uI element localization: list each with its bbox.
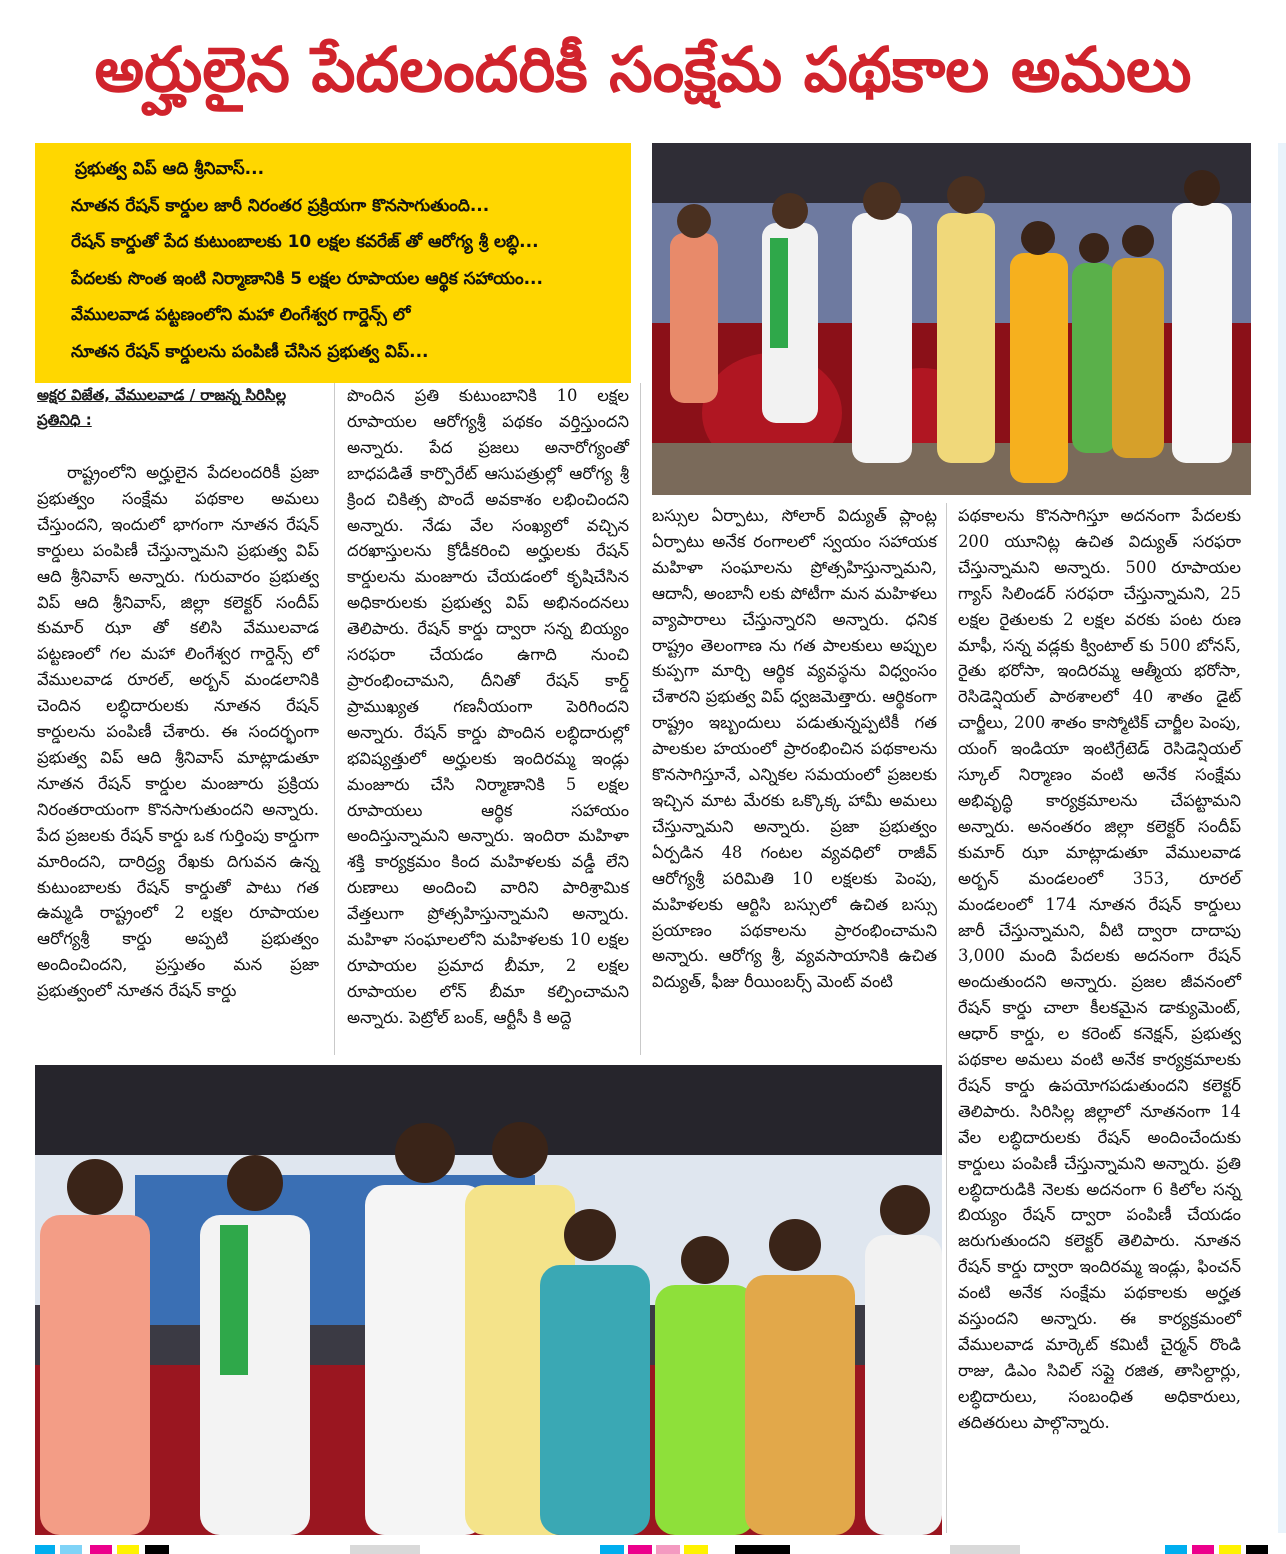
highlight-line: ప్రభుత్వ విప్ ఆది శ్రీనివాస్... <box>75 159 265 179</box>
registration-mark <box>1192 1545 1214 1554</box>
event-photo-bottom <box>35 1065 942 1535</box>
article-column-4: పథకాలను కొనసాగిస్తూ అదనంగా పేదలకు 200 యూనిట్ల ఉచిత విద్యుత్ సరఫరా చేస్తున్నామని అన్నారు. 500 రూపాయల గ్యాస్ సిలిండర్ సరఫరా చేస్తున్నామని, 25 లక్షల రైతులకు 2 లక్షల వరకు పంట రుణ మాఫీ, సన్న వడ్లకు క్వింటాల్ కు 500 బోనస్, రైతు భరోసా, ఇందిరమ్మ ఆత్మీయ భరోసా, రెసిడెన్షియల్ పాఠశాలలో 40 శాతం డైట్ చార్జీలు, 200 శాతం కాస్మోటిక్ చార్జీల పెంపు, యంగ్ ఇండియా ఇంటిగ్రేటెడ్ రెసిడెన్షియల్ స్కూల్ నిర్మాణం వంటి అనేక సంక్షేమ అభివృద్ధి కార్యక్రమాలను చేపట్టామని అన్నారు. అనంతరం జిల్లా కలెక్టర్ సందీప్ కుమార్ ఝా మాట్లాడుతూ వేములవాడ అర్బన్ మండలంలో 353, రూరల్ మండలంలో 174 నూతన రేషన్ కార్డులు జారీ చేస్తున్నామని, వీటి ద్వారా దాదాపు 3,000 మంది పేదలకు అదనంగా రేషన్ అందుతుందని అన్నారు. ప్రజల జీవనంలో రేషన్ కార్డు చాలా కీలకమైన డాక్యుమెంట్, ఆధార్ కార్డు, ల కరెంట్ కనెక్షన్, ప్రభుత్వ పథకాల అమలు వంటి అనేక కార్యక్రమాలకు రేషన్ కార్డు ఉపయోగపడుతుందని కలెక్టర్ తెలిపారు. సిరిసిల్ల జిల్లాలో నూతనంగా 14 వేల లబ్ధిదారులకు రేషన్ అందించేందుకు కార్డులు పంపిణీ చేస్తున్నామని అన్నారు. ప్రతి లబ్ధిదారుడికి నెలకు అదనంగా 6 కిలోల సన్న బియ్యం రేషన్ ద్వారా పంపిణీ చేయడం జరుగుతుందని కలెక్టర్ తెలిపారు. నూతన రేషన్ కార్డు ద్వారా ఇందిరమ్మ ఇండ్లు, ఫించన్ వంటి అనేక సంక్షేమ పథకాలకు అర్హత వస్తుందని అన్నారు. ఈ కార్యక్రమంలో వేములవాడ మార్కెట్ కమిటీ చైర్మన్ రొండి రాజు, డిఎం సివిల్ సప్లై రజిత, తాసిల్దార్లు, లబ్ధిదారులు, సంబంధిత అధికారులు, తదితరులు పాల్గొన్నారు. <box>958 506 1241 1432</box>
byline-text: అక్షర విజేత, వేములవాడ / రాజన్న సిరిసిల్ల ప్రతినిధి : <box>37 386 287 429</box>
byline <box>37 383 327 433</box>
registration-marks <box>35 1545 1286 1554</box>
highlight-line: నూతన రేషన్ కార్డులను పంపిణీ చేసిన ప్రభుత్వ విప్... <box>71 341 429 362</box>
article-column-1: రాష్ట్రంలోని అర్హులైన పేదలందరికీ ప్రజా ప్రభుత్వం సంక్షేమ పథకాల అమలు చేస్తుందని, ఇందులో భాగంగా నూతన రేషన్ కార్డులు పంపిణీ చేస్తున్నామని ప్రభుత్వ విప్ ఆది శ్రీనివాస్ అన్నారు. గురువారం ప్రభుత్వ విప్ ఆది శ్రీనివాస్, జిల్లా కలెక్టర్ సందీప్ కుమార్ ఝా తో కలిసి వేములవాడ పట్టణంలో గల మహా లింగేశ్వర గార్డెన్స్ లో వేములవాడ రూరల్, అర్బన్ మండలానికి చెందిన లబ్ధిదారులకు నూతన రేషన్ కార్డులను పంపిణీ చేశారు. ఈ సందర్భంగా ప్రభుత్వ విప్ ఆది శ్రీనివాస్ మాట్లాడుతూ నూతన రేషన్ కార్డుల మంజూరు ప్రక్రియ నిరంతరాయంగా కొనసాగుతుందని అన్నారు. పేద ప్రజలకు రేషన్ కార్డు ఒక గుర్తింపు కార్డుగా మారిందని, దారిద్ర్య రేఖకు దిగువన ఉన్న కుటుంబాలకు రేషన్ కార్డుతో పాటు గత ఉమ్మడి రాష్ట్రంలో 2 లక్షల రూపాయల ఆరోగ్యశ్రీ కార్డు అప్పటి ప్రభుత్వం అందించిందని, ప్రస్తుతం మన ప్రజా ప్రభుత్వంలో నూతన రేషన్ కార్డు <box>37 463 319 1001</box>
registration-mark <box>60 1545 82 1554</box>
column-divider <box>334 383 335 1055</box>
adjacent-page-edge <box>1278 143 1286 1533</box>
registration-mark <box>735 1545 790 1554</box>
highlight-line: రేషన్ కార్డుతో పేద కుటుంబాలకు 10 లక్షల కవరేజ్ తో ఆరోగ్య శ్రీ లబ్ధి... <box>71 232 539 252</box>
highlight-line: పేదలకు సొంత ఇంటి నిర్మాణానికి 5 లక్షల రూపాయల ఆర్థిక సహాయం... <box>71 268 543 289</box>
registration-mark <box>350 1545 420 1554</box>
highlight-line: నూతన రేషన్ కార్డుల జారీ నిరంతర ప్రక్రియగా కొనసాగుతుంది... <box>71 195 490 216</box>
column-divider <box>946 503 947 1533</box>
event-photo-top <box>652 143 1251 495</box>
registration-mark <box>1165 1545 1187 1554</box>
registration-mark <box>90 1545 112 1554</box>
headline: అర్హులైన పేదలందరికీ సంక్షేమ పథకాల అమలు <box>94 33 1192 106</box>
registration-mark <box>950 1545 1020 1554</box>
registration-mark <box>684 1545 708 1554</box>
registration-mark <box>1246 1545 1268 1554</box>
column-divider <box>640 383 641 1055</box>
highlight-line: వేములవాడ పట్టణంలోని మహా లింగేశ్వర గార్డెన్స్ లో <box>71 305 411 325</box>
registration-mark <box>35 1545 55 1554</box>
article-column-2: పొందిన ప్రతి కుటుంబానికి 10 లక్షల రూపాయల ఆరోగ్యశ్రీ పథకం వర్తిస్తుందని అన్నారు. పేద ప్రజలు అనారోగ్యంతో బాధపడితే కార్పొరేట్ ఆసుపత్రుల్లో ఆరోగ్య శ్రీ క్రింద చికిత్స పొందే అవకాశం లభించిందని అన్నారు. నేడు వేల సంఖ్యలో వచ్చిన దరఖాస్తులను క్రోడీకరించి అర్హులకు రేషన్ కార్డులను మంజూరు చేయడంలో కృషిచేసిన అధికారులకు ప్రభుత్వ విప్ అభినందనలు తెలిపారు. రేషన్ కార్డు ద్వారా సన్న బియ్యం సరఫరా చేయడం ఉగాది నుంచి ప్రారంభించామని, దీనితో రేషన్ కార్డ్ ప్రాముఖ్యత గణనీయంగా పెరిగిందని అన్నారు. రేషన్ కార్డు పొందిన లబ్ధిదారుల్లో భవిష్యత్తులో అర్హులకు ఇందిరమ్మ ఇండ్లు మంజూరు చేసి నిర్మాణానికి 5 లక్షల రూపాయలు ఆర్థిక సహాయం అందిస్తున్నామని అన్నారు. ఇందిరా మహిళా శక్తి కార్యక్రమం కింద మహిళలకు వడ్డీ లేని రుణాలు అందించి వారిని పారిశ్రామిక వేత్తలుగా ప్రోత్సహిస్తున్నామని అన్నారు. మహిళా సంఘాలలోని మహిళలకు 10 లక్షల రూపాయల ప్రమాద బీమా, 2 లక్షల రూపాయల లోన్ బీమా కల్పించామని అన్నారు. పెట్రోల్ బంక్, ఆర్టీసీ కి అద్దె <box>347 386 629 1027</box>
registration-mark <box>600 1545 624 1554</box>
article-column-3: బస్సుల ఏర్పాటు, సోలార్ విద్యుత్ ప్లాంట్ల ఏర్పాటు అనేక రంగాలలో స్వయం సహాయక మహిళా సంఘాలను ప్రోత్సహిస్తున్నామని, ఆదానీ, అంబానీ లకు పోటీగా మన మహిళలు వ్యాపారాలు చేస్తున్నారని అన్నారు. ధనిక రాష్ట్రం తెలంగాణ ను గత పాలకులు అప్పుల కుప్పగా మార్చి ఆర్థిక వ్యవస్థను విధ్వంసం చేశారని ప్రభుత్వ విప్ ధ్వజమెత్తారు. ఆర్థికంగా రాష్ట్రం ఇబ్బందులు పడుతున్నప్పటికీ గత పాలకుల హయంలో ప్రారంభించిన పథకాలను కొనసాగిస్తూనే, ఎన్నికల సమయంలో ప్రజలకు ఇచ్చిన మాట మేరకు ఒక్కొక్క హామీ అమలు చేస్తున్నామని అన్నారు. ప్రజా ప్రభుత్వం ఏర్పడిన 48 గంటల వ్యవధిలో రాజీవ్ ఆరోగ్యశ్రీ పరిమితి 10 లక్షలకు పెంపు, మహిళలకు ఆర్టిసి బస్సులో ఉచిత బస్సు ప్రయాణం పథకాలను ప్రారంభించామని అన్నారు. ఆరోగ్య శ్రీ, వ్యవసాయానికి ఉచిత విద్యుత్, ఫీజు రీయింబర్స్ మెంట్ వంటి <box>652 506 937 992</box>
registration-mark <box>117 1545 139 1554</box>
registration-mark <box>656 1545 680 1554</box>
highlights-box <box>35 143 631 383</box>
registration-mark <box>1219 1545 1241 1554</box>
registration-mark <box>628 1545 652 1554</box>
registration-mark <box>145 1545 169 1554</box>
